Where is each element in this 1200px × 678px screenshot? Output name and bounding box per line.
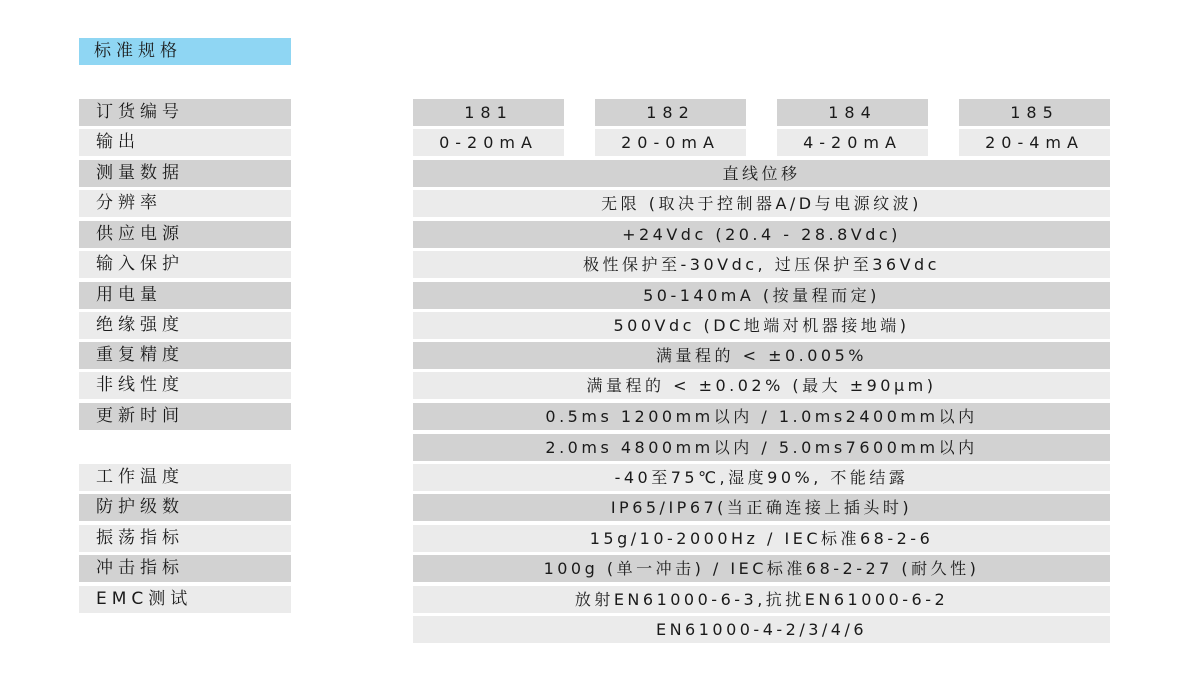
label-output: 输出 xyxy=(79,129,291,156)
value-nonlinearity: 满量程的 < ±0.02% (最大 ±90μm) xyxy=(413,372,1110,399)
value-protection-class: IP65/IP67(当正确连接上插头时) xyxy=(413,494,1110,521)
value-measurement: 直线位移 xyxy=(413,160,1110,187)
label-emc: EMC测试 xyxy=(79,586,291,613)
value-vibration: 15g/10-2000Hz / IEC标准68-2-6 xyxy=(413,525,1110,552)
value-insulation: 500Vdc (DC地端对机器接地端) xyxy=(413,312,1110,339)
order-code: 184 xyxy=(777,99,928,126)
label-resolution: 分辨率 xyxy=(79,190,291,217)
label-input-protection: 输入保护 xyxy=(79,251,291,278)
label-insulation: 绝缘强度 xyxy=(79,312,291,339)
output-value: 20-0mA xyxy=(595,129,746,156)
value-update-time-2: 2.0ms 4800mm以内 / 5.0ms7600mm以内 xyxy=(413,434,1110,461)
value-input-protection: 极性保护至-30Vdc, 过压保护至36Vdc xyxy=(413,251,1110,278)
order-code: 185 xyxy=(959,99,1110,126)
output-value: 4-20mA xyxy=(777,129,928,156)
label-update-time: 更新时间 xyxy=(79,403,291,430)
value-emc-1: 放射EN61000-6-3,抗扰EN61000-6-2 xyxy=(413,586,1110,613)
section-title: 标准规格 xyxy=(79,38,291,65)
output-value: 0-20mA xyxy=(413,129,564,156)
value-power-supply: +24Vdc (20.4 - 28.8Vdc) xyxy=(413,221,1110,248)
label-order-no: 订货编号 xyxy=(79,99,291,126)
value-operating-temp: -40至75℃,湿度90%, 不能结露 xyxy=(413,464,1110,491)
label-protection-class: 防护级数 xyxy=(79,494,291,521)
value-repeatability: 满量程的 < ±0.005% xyxy=(413,342,1110,369)
value-update-time-1: 0.5ms 1200mm以内 / 1.0ms2400mm以内 xyxy=(413,403,1110,430)
label-current: 用电量 xyxy=(79,282,291,309)
output-value: 20-4mA xyxy=(959,129,1110,156)
value-shock: 100g (单一冲击) / IEC标准68-2-27 (耐久性) xyxy=(413,555,1110,582)
label-vibration: 振荡指标 xyxy=(79,525,291,552)
order-code: 181 xyxy=(413,99,564,126)
label-measurement: 测量数据 xyxy=(79,160,291,187)
order-code: 182 xyxy=(595,99,746,126)
label-power-supply: 供应电源 xyxy=(79,221,291,248)
value-resolution: 无限 (取决于控制器A/D与电源纹波) xyxy=(413,190,1110,217)
label-operating-temp: 工作温度 xyxy=(79,464,291,491)
value-emc-2: EN61000-4-2/3/4/6 xyxy=(413,616,1110,643)
label-repeatability: 重复精度 xyxy=(79,342,291,369)
value-current: 50-140mA (按量程而定) xyxy=(413,282,1110,309)
label-nonlinearity: 非线性度 xyxy=(79,372,291,399)
label-shock: 冲击指标 xyxy=(79,555,291,582)
